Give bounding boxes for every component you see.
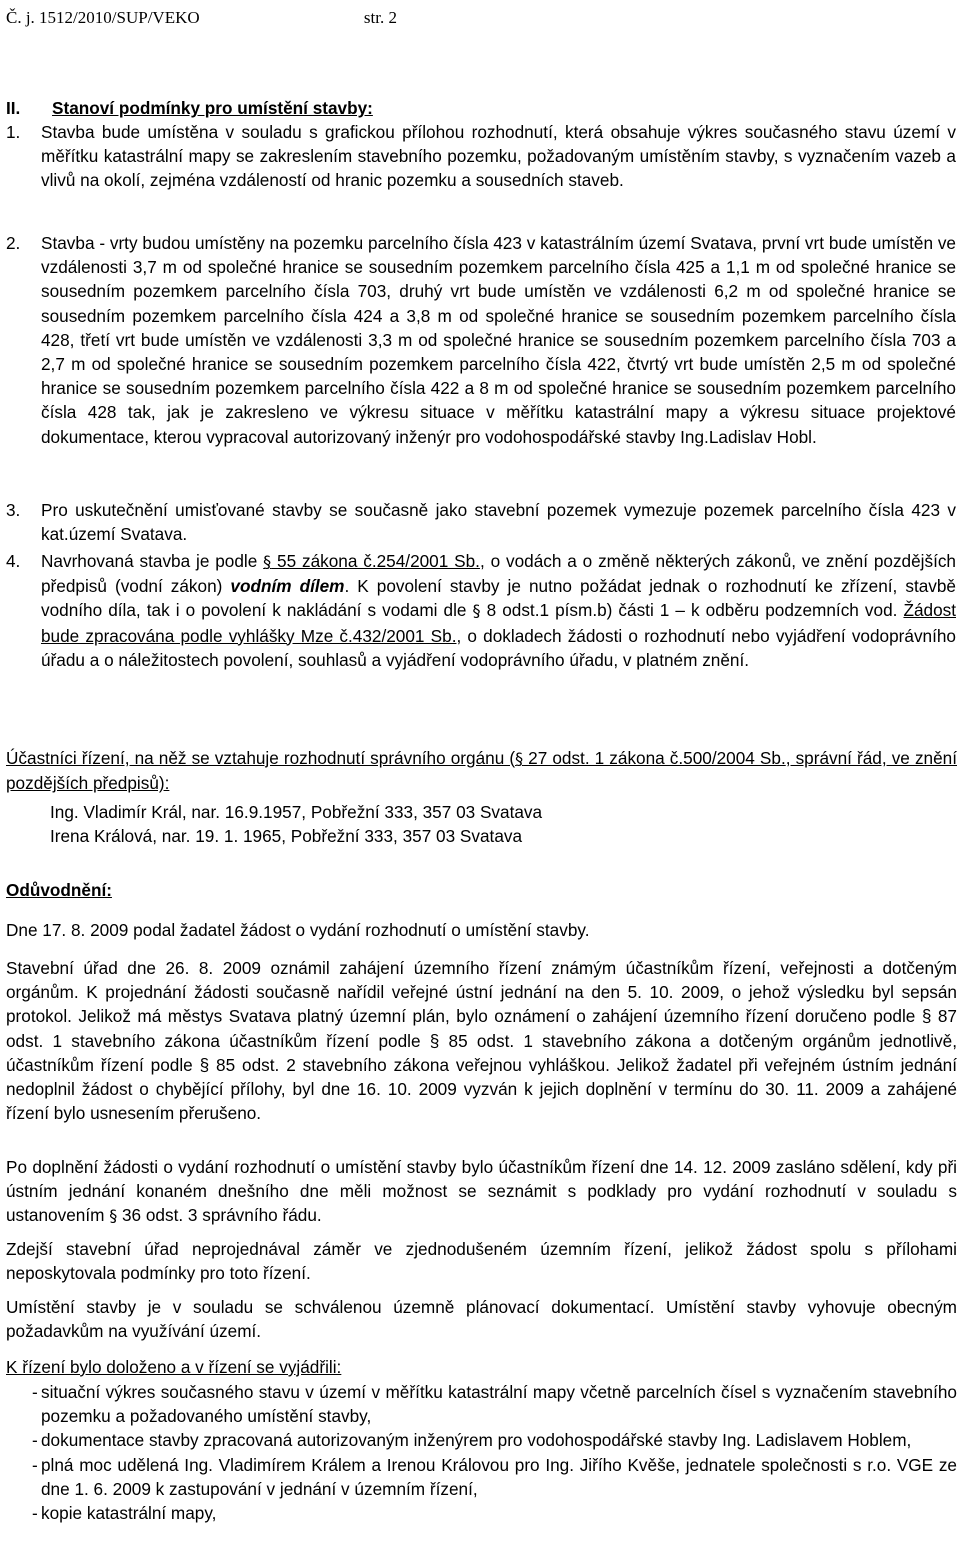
page-header — [6, 6, 397, 30]
documents-heading: K řízení bylo doloženo a v řízení se vyjádřili: — [6, 1357, 342, 1377]
documents-list — [6, 1380, 957, 1525]
paragraph: Umístění stavby je v souladu se schválenou územně plánovací dokumentací. Umístění stavby vyhovuje obecným požadavkům na využívání území. — [6, 1297, 957, 1342]
reference-number: Č. j. 1512/2010/SUP/VEKO — [6, 8, 200, 27]
condition-item — [6, 231, 956, 449]
participant-item: Irena Králová, nar. 19. 1. 1965, Pobřežní 333, 357 03 Svatava — [50, 826, 523, 846]
section-sign: § — [109, 1206, 118, 1226]
condition-item — [6, 498, 956, 546]
section-sign: § — [263, 552, 272, 571]
list-item: - situační výkres současného stavu v území v měřítku katastrální mapy včetně parcelních čísel s vyznačením stavebního pozemku a požadovaného umístění stavby, — [32, 1382, 957, 1427]
participant-item: Ing. Vladimír Král, nar. 16.9.1957, Pobřežní 333, 357 03 Svatava — [50, 802, 543, 822]
participants-heading: Účastníci řízení, na něž se vztahuje rozhodnutí správního orgánu (§ 27 odst. 1 zákona č.500/2004 Sb., správní řád, ve znění pozdějších předpisů): — [6, 748, 957, 794]
section-heading: Stanoví podmínky pro umístění stavby: — [52, 98, 373, 118]
condition-number: 3. — [6, 500, 21, 520]
section-number: II. — [6, 98, 21, 118]
section-sign: § — [515, 749, 524, 768]
list-item: - kopie katastrální mapy, — [32, 1503, 217, 1524]
section-title — [6, 96, 373, 120]
list-item: - plná moc udělená Ing. Vladimírem Králem a Irenou Královou pro Ing. Jiřího Kvěše, jednatele společnosti s r.o. VGE ze dne 1. 6. 2009 k zastupování v jednání v územním řízení, — [32, 1454, 957, 1499]
condition-number: 1. — [6, 122, 21, 142]
condition-item — [6, 549, 956, 672]
decree-reference: Žádost bude zpracována podle vyhlášky Mze č.432/2001 Sb. — [41, 600, 956, 646]
condition-number: 4. — [6, 551, 21, 571]
paragraph: Stavební úřad dne 26. 8. 2009 oznámil zahájení územního řízení známým účastníkům řízení, veřejnosti a dotčeným orgánům. K projednání žádosti současně nařídil veřejné ústní jednání na den 5. 10. 2009, o jehož výsledku byl sepsán protokol. Jelikož má městys Svatava platný územní plán, bylo oznámení o zahájení územního řízení doručeno podle § 87 odst. 1 stavebního zákona účastníkům řízení podle § 85 odst. 1 stavebního zákona a dotčeným orgánům jednotlivě, účastníkům řízení podle § 85 odst. 2 stavebního zákona veřejnou vyhláškou. Jelikož žadatel při veřejném ústním jednání nedoplnil žádost o chybějící přílohy, byl dne 16. 10. 2009 vyzván k jejich doplnění v termínu do 30. 11. 2009 a zahájené řízení bylo usnesením přerušeno. — [6, 958, 957, 1124]
reasoning-heading: Odůvodnění: — [6, 880, 112, 900]
section-sign: § — [472, 601, 481, 621]
page-number: str. 2 — [363, 8, 397, 27]
list-item: - dokumentace stavby zpracovaná autorizovaným inženýrem pro vodohospodářské stavby Ing. Ladislavem Hoblem, — [32, 1430, 912, 1451]
condition-text: Stavba bude umístěna v souladu s grafickou přílohou rozhodnutí, která obsahuje výkres současného stavu území v měřítku katastrální mapy se zakreslením stavebního pozemku, požadovaným umístěním stavby, s vyznačením vazeb a vlivů na okolí, zejména vzdáleností od hranic pozemku a sousedních staveb. — [41, 122, 956, 191]
condition-number: 2. — [6, 233, 21, 253]
emphasis: vodním dílem — [230, 576, 345, 597]
paragraph: Zdejší stavební úřad neprojednával záměr ve zjednodušeném územním řízení, jelikož žádost spolu s přílohami neposkytovala podmínky pro toto řízení. — [6, 1239, 957, 1284]
law-reference: 55 zákona č.254/2001 Sb. — [271, 551, 480, 571]
condition-text: Navrhovaná stavba je podle § 55 zákona č.254/2001 Sb., o vodách a o změně některých zákonů, ve znění pozdějších předpisů (vodní zákon) vodním dílem. K povolení stavby je nutno požádat jednak o rozhodnutí ke zřízení, stavbě vodního díla, tak i o povolení k nakládání s vodami dle § 8 odst.1 písm.b) části 1 – k odběru podzemních vod. Žádost bude zpracována podle vyhlášky Mze č.432/2001 Sb., o dokladech žádosti o rozhodnutí nebo vyjádření vodoprávního úřadu a o náležitostech povolení, souhlasů a vyjádření vodoprávního úřadu, v platném znění. — [41, 551, 956, 670]
condition-item — [6, 120, 956, 193]
paragraph: Dne 17. 8. 2009 podal žadatel žádost o vydání rozhodnutí o umístění stavby. — [6, 920, 590, 940]
condition-text: Stavba - vrty budou umístěny na pozemku parcelního čísla 423 v katastrálním území Svatava, první vrt bude umístěn ve vzdálenosti 3,7 m od společné hranice se sousedním pozemkem parcelního čísla 425 a 1,1 m od společné hranice se sousedním pozemkem parcelního čísla 703, druhý vrt bude umístěn ve vzdálenosti 6,2 m od společné hranice se sousedním pozemkem parcelního čísla 424 a 3,8 m od společné hranice se sousedním pozemkem parcelního čísla 428, třetí vrt bude umístěn ve vzdálenosti 3,3 m od společné hranice se sousedním pozemkem parcelního čísla 703 a 2,7 m od společné hranice se sousedním pozemkem parcelního čísla 422, čtvrtý vrt bude umístěn 2,5 m od společné hranice se sousedním pozemkem parcelního čísla 422 a 8 m od společné hranice se sousedním pozemkem parcelního čísla 428 tak, jak je zakresleno ve výkresu situace v měřítku katastrální mapy a výkresu situace projektové dokumentace, kterou vypracoval autorizovaný inženýr pro vodohospodářské stavby Ing.Ladislav Hobl. — [41, 233, 956, 447]
condition-text: Pro uskutečnění umisťované stavby se současně jako stavební pozemek vymezuje pozemek parcelního čísla 423 v kat.území Svatava. — [41, 500, 956, 545]
paragraph: Po doplnění žádosti o vydání rozhodnutí o umístění stavby bylo účastníkům řízení dne 14. 12. 2009 zasláno sdělení, kdy při ústním jednání konaném dnešního dne měli možnost se seznámit s podklady pro vydání rozhodnutí v souladu s ustanovením § 36 odst. 3 správního řádu. — [6, 1157, 957, 1226]
